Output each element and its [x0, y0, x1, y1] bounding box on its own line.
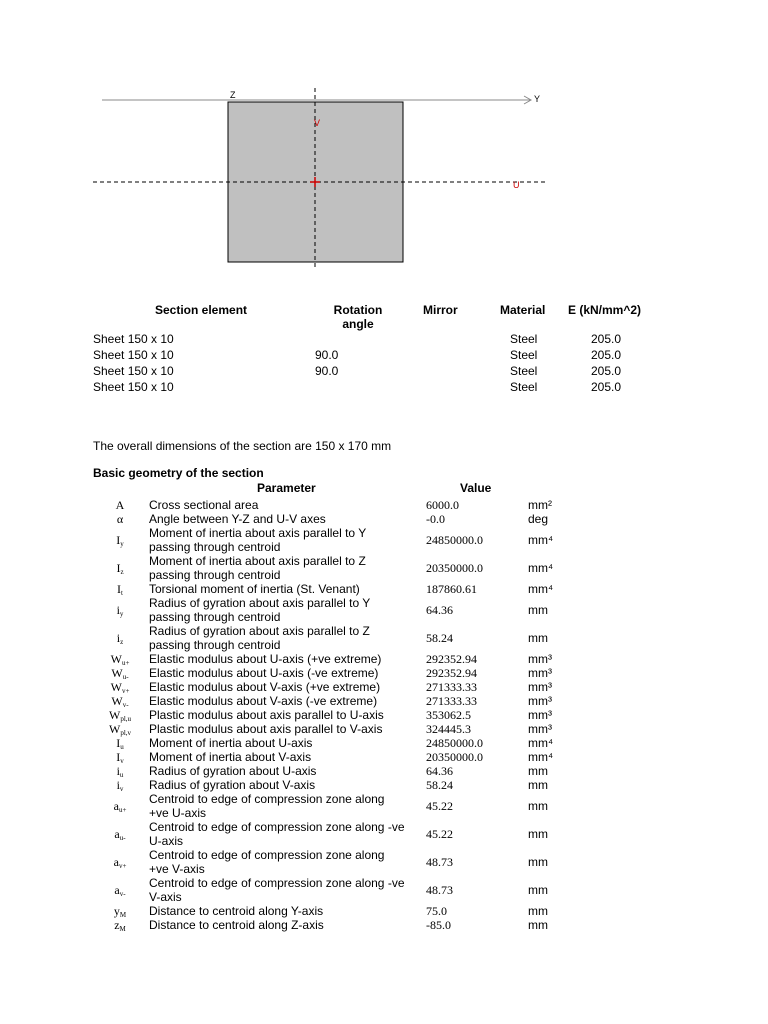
- symbol-main: W: [108, 722, 121, 736]
- symbol-main: i: [116, 631, 121, 645]
- header-rotation-angle: Rotation angle: [333, 303, 383, 331]
- geometry-value: 58.24: [426, 631, 453, 645]
- geometry-symbol: [100, 904, 140, 919]
- geometry-unit: mm: [528, 764, 548, 778]
- row-1-material: Steel: [510, 332, 538, 346]
- geometry-description: Moment of inertia about axis parallel to Z passing through centroid: [149, 554, 366, 582]
- geometry-unit: mm²: [528, 498, 552, 512]
- symbol-main: A: [115, 498, 125, 512]
- y-axis-label: Y: [534, 94, 541, 104]
- geometry-value: 187860.61: [426, 582, 477, 596]
- geometry-unit: mm: [528, 778, 548, 792]
- symbol-subscript: M: [119, 925, 126, 933]
- geometry-symbol: [100, 680, 140, 695]
- geometry-symbol: [100, 918, 140, 933]
- row-3-element: Sheet 150 x 10: [93, 364, 174, 378]
- geometry-symbol: [100, 764, 140, 779]
- geometry-description: Centroid to edge of compression zone along -ve V-axis: [149, 876, 405, 904]
- symbol-main: i: [116, 764, 120, 778]
- row-2-e: 205.0: [591, 348, 622, 362]
- geometry-symbol: [100, 694, 140, 709]
- symbol-main: α: [116, 512, 124, 526]
- z-axis-label: Z: [230, 90, 236, 100]
- geometry-description: Distance to centroid along Z-axis: [149, 918, 324, 932]
- symbol-main: a: [113, 855, 119, 869]
- row-4-e: 205.0: [591, 380, 622, 394]
- geometry-value: 75.0: [426, 904, 447, 918]
- geometry-description: Elastic modulus about U-axis (-ve extreme): [149, 666, 379, 680]
- symbol-subscript: v-: [122, 701, 129, 709]
- symbol-subscript: z: [120, 568, 124, 576]
- geometry-unit: mm⁴: [528, 750, 554, 764]
- geometry-col-value: Value: [460, 481, 492, 495]
- geometry-symbol: [100, 533, 140, 548]
- geometry-description: Radius of gyration about axis parallel to Y passing through centroid: [149, 596, 371, 624]
- geometry-symbol: [100, 603, 140, 618]
- geometry-description: Elastic modulus about V-axis (-ve extreme): [149, 694, 378, 708]
- symbol-subscript: v+: [121, 687, 130, 695]
- geometry-symbol: [100, 561, 140, 576]
- geometry-value: 20350000.0: [426, 750, 483, 764]
- geometry-symbol: [100, 736, 140, 751]
- geometry-description: Distance to centroid along Y-axis: [149, 904, 324, 918]
- geometry-value: -85.0: [426, 918, 451, 932]
- geometry-unit: mm³: [528, 652, 552, 666]
- geometry-description: Cross sectional area: [149, 498, 259, 512]
- geometry-description: Angle between Y-Z and U-V axes: [149, 512, 326, 526]
- symbol-subscript: u-: [119, 834, 126, 842]
- symbol-subscript: pl,v: [120, 729, 132, 737]
- geometry-value: 24850000.0: [426, 533, 483, 547]
- symbol-main: a: [113, 799, 119, 813]
- geometry-description: Torsional moment of inertia (St. Venant): [149, 582, 360, 596]
- geometry-unit: mm³: [528, 666, 552, 680]
- geometry-description: Elastic modulus about V-axis (+ve extreme): [149, 680, 381, 694]
- geometry-symbol: [100, 799, 140, 814]
- row-2-rotation: 90.0: [315, 348, 339, 362]
- row-2-element: Sheet 150 x 10: [93, 348, 174, 362]
- geometry-symbol: [100, 827, 140, 842]
- geometry-symbol: [100, 722, 140, 737]
- geometry-unit: mm: [528, 603, 548, 617]
- geometry-symbol: [100, 582, 140, 597]
- geometry-description: Centroid to edge of compression zone along +ve V-axis: [149, 848, 385, 876]
- symbol-main: W: [110, 680, 122, 694]
- symbol-subscript: v+: [118, 862, 127, 870]
- geometry-description: Moment of inertia about axis parallel to Y passing through centroid: [149, 526, 367, 554]
- geometry-unit: mm: [528, 883, 548, 897]
- row-3-e: 205.0: [591, 364, 622, 378]
- symbol-main: a: [114, 883, 120, 897]
- geometry-value: 292352.94: [426, 666, 477, 680]
- geometry-unit: mm³: [528, 722, 552, 736]
- symbol-subscript: pl,u: [120, 715, 132, 723]
- symbol-main: I: [116, 533, 121, 547]
- symbol-subscript: v-: [119, 890, 126, 898]
- geometry-symbol: [100, 708, 140, 723]
- row-2-material: Steel: [510, 348, 538, 362]
- geometry-unit: mm⁴: [528, 561, 554, 575]
- symbol-main: I: [116, 561, 121, 575]
- geometry-value: 58.24: [426, 778, 453, 792]
- geometry-value: 6000.0: [426, 498, 459, 512]
- row-1-e: 205.0: [591, 332, 622, 346]
- geometry-description: Centroid to edge of compression zone along -ve U-axis: [149, 820, 405, 848]
- symbol-main: i: [116, 778, 120, 792]
- symbol-subscript: M: [119, 911, 127, 919]
- symbol-subscript: z: [120, 638, 124, 646]
- geometry-value: 48.73: [426, 855, 453, 869]
- row-4-element: Sheet 150 x 10: [93, 380, 174, 394]
- symbol-main: I: [116, 736, 121, 750]
- header-material: Material: [500, 303, 546, 317]
- header-section-element: Section element: [155, 303, 248, 317]
- geometry-description: Radius of gyration about axis parallel to Z passing through centroid: [149, 624, 370, 652]
- symbol-subscript: u+: [121, 659, 130, 667]
- geometry-description: Centroid to edge of compression zone along +ve U-axis: [149, 792, 385, 820]
- row-3-rotation: 90.0: [315, 364, 339, 378]
- geometry-symbol: [100, 631, 140, 646]
- geometry-value: 64.36: [426, 603, 453, 617]
- symbol-main: I: [116, 750, 121, 764]
- header-mirror: Mirror: [423, 303, 458, 317]
- geometry-value: 324445.3: [426, 722, 471, 736]
- symbol-subscript: u+: [118, 806, 127, 814]
- geometry-value: 20350000.0: [426, 561, 483, 575]
- geometry-description: Plastic modulus about axis parallel to U-axis: [149, 708, 384, 722]
- geometry-symbol: [100, 652, 140, 667]
- section-diagram: [0, 0, 768, 290]
- symbol-subscript: u: [119, 771, 124, 779]
- geometry-description: Plastic modulus about axis parallel to V-axis: [149, 722, 383, 736]
- geometry-description: Moment of inertia about V-axis: [149, 750, 312, 764]
- geometry-value: 64.36: [426, 764, 453, 778]
- geometry-unit: deg: [528, 512, 549, 526]
- symbol-main: W: [110, 652, 122, 666]
- row-1-element: Sheet 150 x 10: [93, 332, 174, 346]
- symbol-subscript: t: [121, 589, 123, 597]
- geometry-value: 45.22: [426, 827, 453, 841]
- geometry-unit: mm: [528, 855, 548, 869]
- geometry-symbol: [100, 855, 140, 870]
- geometry-value: 271333.33: [426, 680, 477, 694]
- symbol-subscript: u-: [122, 673, 129, 681]
- geometry-symbol: [100, 498, 140, 513]
- geometry-unit: mm⁴: [528, 533, 554, 547]
- symbol-main: a: [114, 827, 120, 841]
- symbol-subscript: u: [120, 743, 124, 751]
- symbol-subscript: y: [119, 610, 124, 618]
- geometry-unit: mm: [528, 799, 548, 813]
- geometry-unit: mm³: [528, 694, 552, 708]
- geometry-unit: mm⁴: [528, 582, 554, 596]
- geometry-title: Basic geometry of the section: [93, 466, 264, 480]
- symbol-main: z: [114, 918, 120, 932]
- u-axis-label: U: [513, 180, 520, 190]
- geometry-value: 292352.94: [426, 652, 477, 666]
- geometry-value: -0.0: [426, 512, 445, 526]
- geometry-value: 45.22: [426, 799, 453, 813]
- row-3-material: Steel: [510, 364, 538, 378]
- header-e: E (kN/mm^2): [568, 303, 642, 317]
- geometry-value: 24850000.0: [426, 736, 483, 750]
- geometry-unit: mm: [528, 827, 548, 841]
- symbol-subscript: v: [120, 757, 124, 765]
- geometry-value: 48.73: [426, 883, 453, 897]
- geometry-description: Radius of gyration about V-axis: [149, 778, 316, 792]
- geometry-symbol: [100, 778, 140, 793]
- geometry-symbol: [100, 750, 140, 765]
- geometry-symbol: [100, 512, 140, 527]
- symbol-main: W: [111, 666, 123, 680]
- geometry-unit: mm: [528, 631, 548, 645]
- geometry-unit: mm: [528, 918, 548, 932]
- geometry-unit: mm: [528, 904, 548, 918]
- geometry-value: 271333.33: [426, 694, 477, 708]
- v-axis-label: V: [314, 118, 321, 128]
- symbol-subscript: y: [120, 540, 124, 548]
- symbol-main: I: [117, 582, 122, 596]
- geometry-symbol: [100, 666, 140, 681]
- symbol-main: W: [108, 708, 121, 722]
- symbol-subscript: v: [119, 785, 124, 793]
- geometry-value: 353062.5: [426, 708, 471, 722]
- geometry-col-parameter: Parameter: [257, 481, 316, 495]
- geometry-unit: mm³: [528, 680, 552, 694]
- geometry-description: Radius of gyration about U-axis: [149, 764, 317, 778]
- geometry-symbol: [100, 883, 140, 898]
- row-4-material: Steel: [510, 380, 538, 394]
- symbol-main: i: [116, 603, 120, 617]
- symbol-main: W: [111, 694, 123, 708]
- geometry-unit: mm⁴: [528, 736, 554, 750]
- geometry-unit: mm³: [528, 708, 552, 722]
- geometry-description: Elastic modulus about U-axis (+ve extreme): [149, 652, 382, 666]
- overall-dimensions-text: The overall dimensions of the section are 150 x 170 mm: [93, 439, 392, 453]
- geometry-description: Moment of inertia about U-axis: [149, 736, 313, 750]
- symbol-main: y: [113, 904, 120, 918]
